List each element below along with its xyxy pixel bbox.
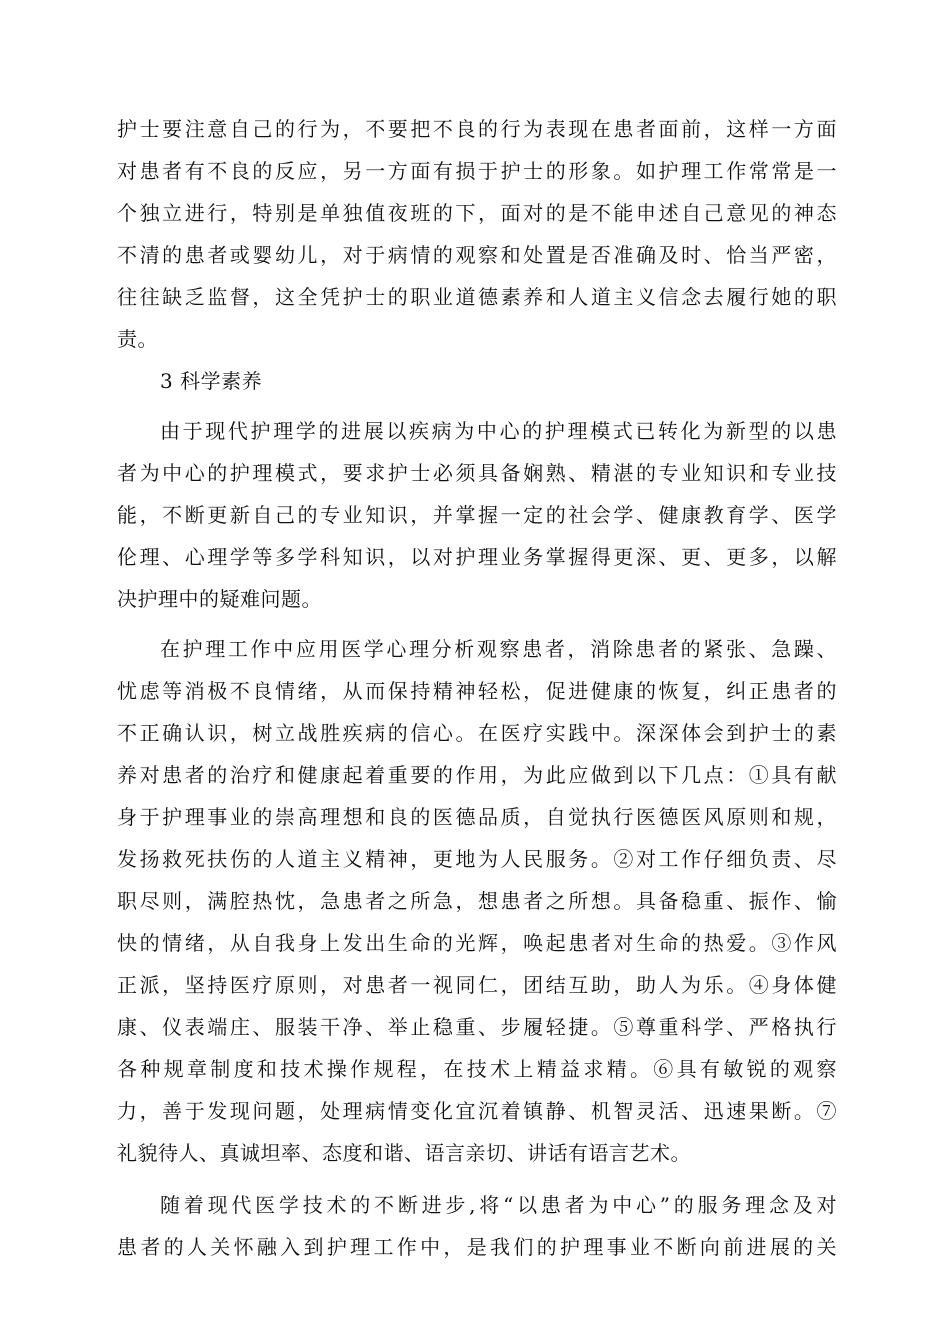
paragraph-1-line-3: 个独立进行，特别是单独值夜班的下，面对的是不能申述自己意见的神态 xyxy=(117,201,837,225)
paragraph-2-line-2: 者为中心的护理模式，要求护士必须具备娴熟、精湛的专业知识和专业技 xyxy=(117,461,837,485)
paragraph-3-line-8: 快的情绪，从自我身上发出生命的光辉，唤起患者对生命的热爱。③作风 xyxy=(117,931,837,955)
paragraph-1-line-1: 护士要注意自己的行为，不要把不良的行为表现在患者面前，这样一方面 xyxy=(117,117,837,141)
paragraph-1-line-6: 责。 xyxy=(117,327,158,351)
paragraph-2-line-5: 决护理中的疑难问题。 xyxy=(117,587,322,611)
paragraph-3-line-5: 身于护理事业的崇高理想和良的医德品质，自觉执行医德医风原则和规， xyxy=(117,805,837,829)
paragraph-3-line-2: 忧虑等消极不良情绪，从而保持精神轻松，促进健康的恢复，纠正患者的 xyxy=(117,679,837,703)
paragraph-3-line-7: 职尽则，满腔热忱，急患者之所急，想患者之所想。具备稳重、振作、愉 xyxy=(117,889,837,913)
paragraph-1-line-4: 不清的患者或婴幼儿，对于病情的观察和处置是否准确及时、恰当严密， xyxy=(117,243,837,267)
paragraph-1-line-5: 往往缺乏监督，这全凭护士的职业道德素养和人道主义信念去履行她的职 xyxy=(117,285,837,309)
paragraph-3-line-13: 礼貌待人、真诚坦率、态度和谐、语言亲切、讲话有语言艺术。 xyxy=(117,1141,691,1165)
paragraph-3-line-4: 养对患者的治疗和健康起着重要的作用，为此应做到以下几点：①具有献 xyxy=(117,763,837,787)
paragraph-1-line-2: 对患者有不良的反应，另一方面有损于护士的形象。如护理工作常常是一 xyxy=(117,159,837,183)
paragraph-3-line-1: 在护理工作中应用医学心理分析观察患者，消除患者的紧张、急躁、 xyxy=(160,637,837,661)
paragraph-3-line-3: 不正确认识，树立战胜疾病的信心。在医疗实践中。深深体会到护士的素 xyxy=(117,721,837,745)
section-heading: 3 科学素养 xyxy=(160,369,263,393)
paragraph-3-line-6: 发扬救死扶伤的人道主义精神，更地为人民服务。②对工作仔细负责、尽 xyxy=(117,847,837,871)
paragraph-3-line-9: 正派，坚持医疗原则，对患者一视同仁，团结互助，助人为乐。④身体健 xyxy=(117,973,837,997)
paragraph-4-line-1: 随着现代医学技术的不断进步,将“以患者为中心”的服务理念及对 xyxy=(160,1193,837,1217)
paragraph-2-line-4: 伦理、心理学等多学科知识，以对护理业务掌握得更深、更、更多，以解 xyxy=(117,545,837,569)
paragraph-3-line-11: 各种规章制度和技术操作规程，在技术上精益求精。⑥具有敏锐的观察 xyxy=(117,1057,837,1081)
paragraph-2-line-3: 能，不断更新自己的专业知识，并掌握一定的社会学、健康教育学、医学 xyxy=(117,503,837,527)
paragraph-4-line-2: 患者的人关怀融入到护理工作中，是我们的护理事业不断向前进展的关 xyxy=(117,1235,837,1259)
paragraph-3-line-12: 力，善于发现问题，处理病情变化宜沉着镇静、机智灵活、迅速果断。⑦ xyxy=(117,1099,837,1123)
paragraph-2-line-1: 由于现代护理学的进展以疾病为中心的护理模式已转化为新型的以患 xyxy=(160,419,837,443)
paragraph-3-line-10: 康、仪表端庄、服装干净、举止稳重、步履轻捷。⑤尊重科学、严格执行 xyxy=(117,1015,837,1039)
